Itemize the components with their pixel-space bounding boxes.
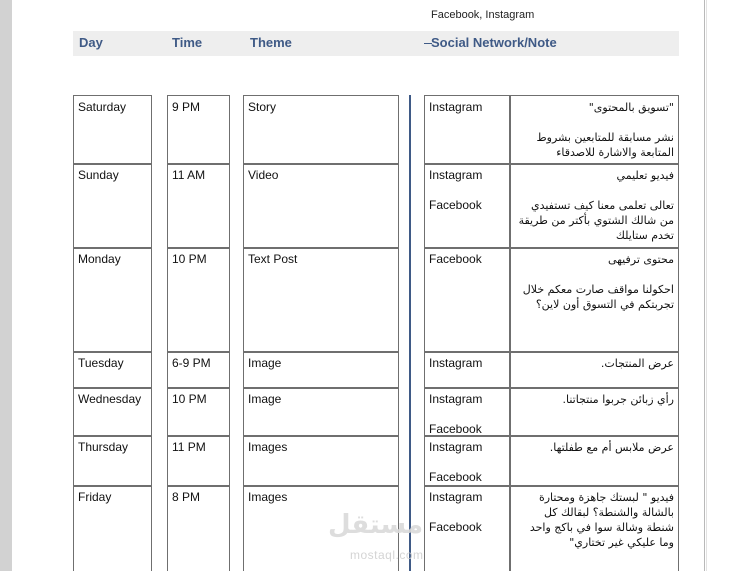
cell-time-row-2 [167,163,230,249]
cell-day-row-4 [73,351,152,389]
note-title: رأي زبائن جربوا منتجاتنا. [562,393,674,406]
cell-note-row-1 [510,95,679,165]
network-label: Instagram [429,100,483,114]
day-value: Tuesday [78,356,124,370]
mostaql-watermark [322,510,432,570]
note-body: نشر مسابقة للمتابعين بشروط المتابعة والاشارة للاصدقاء [536,131,674,159]
time-value: 11 PM [172,440,206,454]
page-right-edge [704,0,705,571]
day-value: Thursday [78,440,129,454]
cell-theme-row-4 [243,351,399,389]
cell-time-row-6 [167,435,230,487]
theme-value: Images [248,490,288,504]
day-value: Friday [78,490,112,504]
network-label: Instagram [429,490,483,504]
cell-note-row-4 [510,351,679,389]
network-label: Instagram [429,392,483,406]
note-body: تعالى تعلمى معنا كيف تستفيدي من شالك الشتوي بأكتر من طريقة تخدم ستايلك [518,199,674,242]
cell-net-row-7 [424,485,510,571]
time-value: 8 PM [172,490,201,504]
cell-theme-row-6 [243,435,399,487]
cell-net-row-2 [424,163,510,249]
day-value: Saturday [78,100,127,114]
note-title: فيديو تعليمي [616,169,674,182]
note-title: عرض المنتجات. [600,357,674,370]
cell-time-row-4 [167,351,230,389]
theme-value: Video [248,168,279,182]
theme-value: Story [248,100,277,114]
time-value: 11 AM [172,168,206,182]
cell-time-row-5 [167,387,230,437]
theme-value: Images [248,440,288,454]
time-value: 9 PM [172,100,201,114]
header-time: Time [172,35,203,50]
note-body: احكولنا مواقف صارت معكم خلال تجربتكم في التسوق أون لاين؟ [522,283,674,311]
time-value: 10 PM [172,392,207,406]
page-left-gutter [0,0,12,571]
cell-net-row-1 [424,95,510,165]
network-label: Instagram [429,356,483,370]
cell-note-row-2 [510,163,679,249]
theme-value: Image [248,356,282,370]
cell-day-row-3 [73,247,152,353]
top-network-note: Facebook, Instagram [431,9,535,21]
cell-net-row-3 [424,247,510,353]
network-label: Instagram [429,168,483,182]
page-right-edge-shadow [706,0,707,571]
table-header-bar [73,31,679,56]
cell-note-row-6 [510,435,679,487]
theme-value: Image [248,392,282,406]
network-label: Instagram [429,440,483,454]
cell-day-row-1 [73,95,152,165]
cell-theme-row-5 [243,387,399,437]
time-value: 10 PM [172,252,207,266]
header-social-network-note: Social Network/Note [431,35,557,50]
note-title: "تسويق بالمحتوى" [588,101,674,114]
cell-net-row-5 [424,387,510,437]
day-value: Wednesday [78,392,142,406]
cell-net-row-4 [424,351,510,389]
cell-time-row-3 [167,247,230,353]
day-value: Monday [78,252,121,266]
cell-day-row-2 [73,163,152,249]
cell-time-row-7 [167,485,230,571]
cell-day-row-7 [73,485,152,571]
column-divider-line [409,95,411,571]
cell-time-row-1 [167,95,230,165]
cell-day-row-5 [73,387,152,437]
note-title: فيديو " لبستك جاهزة ومحتارة بالشالة والشنطة؟ لبقالك كل شنطة وشالة سوا في باكج واحد وما عليكي غير تختاري" [529,491,674,549]
time-value: 6-9 PM [172,356,211,370]
cell-theme-row-1 [243,95,399,165]
header-theme: Theme [250,35,292,50]
cell-note-row-5 [510,387,679,437]
note-title: عرض ملابس أم مع طفلتها. [549,441,674,454]
cell-theme-row-2 [243,163,399,249]
cell-theme-row-3 [243,247,399,353]
theme-value: Text Post [248,252,298,266]
network-label: Facebook [429,520,482,534]
header-day: Day [79,35,103,50]
cell-note-row-3 [510,247,679,353]
network-label: Facebook [429,198,482,212]
cell-note-row-7 [510,485,679,571]
cell-net-row-6 [424,435,510,487]
watermark-arabic-text: مستقل [328,510,424,540]
day-value: Sunday [78,168,119,182]
watermark-latin-text: mostaql.com [350,548,424,562]
network-label: Facebook [429,252,482,266]
network-label: Facebook [429,422,482,436]
cell-day-row-6 [73,435,152,487]
note-title: محتوى ترفيهى [607,253,674,266]
network-label: Facebook [429,470,482,484]
